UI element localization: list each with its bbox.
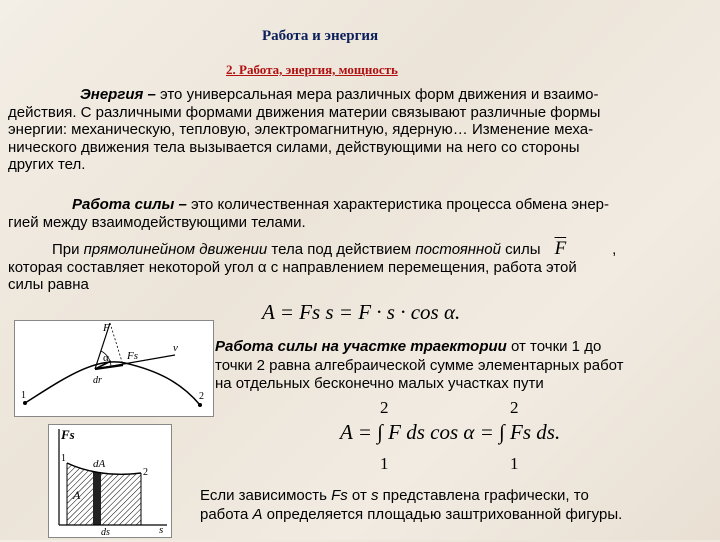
straight-post: силы <box>500 241 541 258</box>
axis-label-Fs: Fs <box>61 427 75 442</box>
fs-vs-s-graph <box>49 425 171 537</box>
graph-text-prefix: Если зависимость <box>200 487 332 504</box>
trajectory-diagram <box>15 321 213 416</box>
force-vector-symbol: $\overline{F}$ <box>554 238 567 259</box>
constant-term: постоянной <box>415 241 501 258</box>
graph-line2-post: определяется площадью заштрихованной фигуры. <box>262 506 623 523</box>
limit-upper-1: 2 <box>380 398 389 417</box>
label-A: A <box>73 488 81 502</box>
label-v: v <box>173 342 178 354</box>
energy-line-3: нического движения тела вызывается силами, действующими на него со стороны <box>8 138 580 156</box>
straight-comma: , <box>612 241 617 258</box>
integral-expression: A = ∫ F ds cos α = ∫ Fs ds. <box>340 420 561 444</box>
trajectory-figure <box>14 320 214 417</box>
integral-formula <box>340 400 580 478</box>
graph-point1: 1 <box>61 453 66 464</box>
straight-mid: тела под действием <box>267 241 416 258</box>
work-term: Работа силы – <box>72 196 187 213</box>
label-point2: 2 <box>199 391 204 402</box>
graph-text-s: s <box>370 487 379 504</box>
label-F: F <box>103 322 110 334</box>
label-ds: ds <box>101 527 110 537</box>
graph-text-fs: Fs <box>331 487 348 504</box>
label-Fs: Fs <box>127 350 138 362</box>
path-work-term: Работа силы на участке траектории <box>215 338 507 355</box>
page-title: Работа и энергия <box>262 28 379 44</box>
graph-figure <box>48 424 172 538</box>
energy-line-4: других тел. <box>8 156 86 173</box>
work-formula: A = Fs s = F · s · cos α. <box>262 300 461 324</box>
angle-line: которая составляет некоторой угол α с направлением перемещения, работа этой <box>8 258 577 276</box>
limit-lower-2: 1 <box>510 454 519 473</box>
work-paragraph <box>8 196 718 231</box>
section-subtitle: 2. Работа, энергия, мощность <box>226 62 398 77</box>
straight-prefix: При <box>52 241 84 258</box>
path-work-line-3: на отдельных бесконечно малых участках пути <box>215 375 544 392</box>
label-point1: 1 <box>21 390 26 401</box>
graph-point2: 2 <box>143 467 148 478</box>
label-alpha: α <box>103 352 109 364</box>
label-dr: dr <box>93 375 102 386</box>
work-definition: это количественная характеристика процесса обмена энер- <box>186 196 610 213</box>
energy-line-1: действия. С различными формами движения материи связывают различные формы <box>8 103 601 121</box>
path-work-rest: от точки 1 до <box>506 338 602 355</box>
graphical-work-paragraph <box>200 486 720 524</box>
limit-lower-1: 1 <box>380 454 389 473</box>
graph-line2-A: A <box>252 506 263 523</box>
work-line-2: гией между взаимодействующими телами. <box>8 213 306 231</box>
work-on-path-paragraph <box>215 338 715 394</box>
label-dA: dA <box>93 458 106 470</box>
energy-paragraph <box>8 86 718 174</box>
graph-text-post: представлена графически, то <box>378 487 589 504</box>
energy-line-2: энергии: механическую, тепловую, электромагнитную, ядерную… Изменение меха- <box>8 121 594 138</box>
energy-definition: это универсальная мера различных форм движения и взаимо- <box>155 86 599 103</box>
graph-text-mid: от <box>347 487 371 504</box>
graph-line2-prefix: работа <box>200 506 253 523</box>
straight-term: прямолинейном движении <box>83 241 268 258</box>
energy-term: Энергия – <box>80 86 156 103</box>
axis-label-s: s <box>159 524 164 536</box>
path-work-line-2: точки 2 равна алгебраической сумме элементарных работ <box>215 356 624 374</box>
limit-upper-2: 2 <box>510 398 519 417</box>
straight-paragraph <box>8 240 718 294</box>
equal-line: силы равна <box>8 276 89 293</box>
